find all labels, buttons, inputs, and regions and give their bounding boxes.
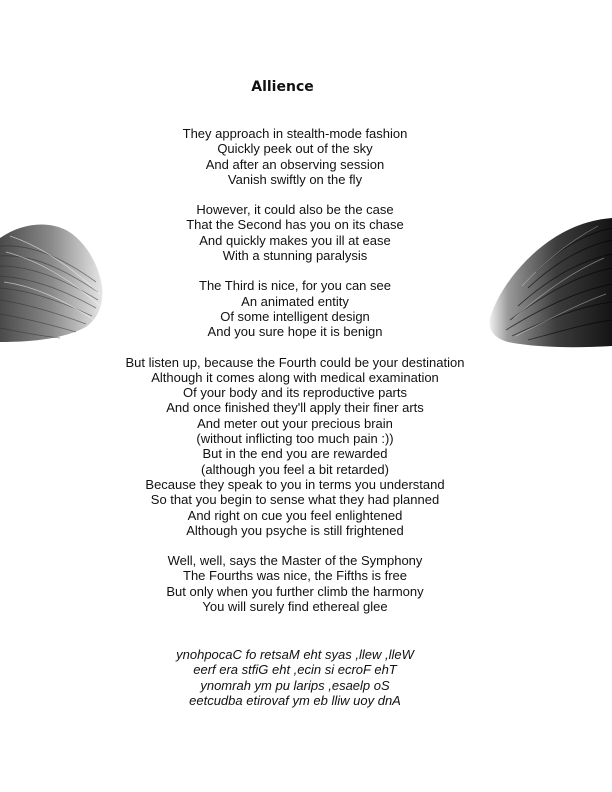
poem-line: Although it comes along with medical examination	[151, 369, 439, 385]
poem-line: And right on cue you feel enlightened	[187, 507, 403, 523]
poem-line: However, it could also be the case	[196, 202, 394, 218]
mirrored-stanza	[0, 647, 590, 708]
poem-line: Well, well, says the Master of the Symphony	[167, 553, 423, 569]
poem-line: You will surely find ethereal glee	[202, 599, 388, 615]
poem-line: Vanish swiftly on the fly	[227, 171, 363, 187]
stanza	[0, 278, 590, 339]
stanza	[0, 202, 590, 263]
poem-line: The Fourths was nice, the Fifths is free	[183, 568, 407, 584]
stanza	[0, 355, 590, 539]
poem-line: They approach in stealth-mode fashion	[182, 126, 408, 141]
mirrored-line: ynohpocaC fo retsaM eht syas ,llew ,lleW	[176, 647, 414, 662]
page-title: Allience	[251, 79, 314, 95]
poem-line: The Third is nice, for you can see	[199, 278, 391, 294]
poem-line: Of your body and its reproductive parts	[182, 385, 407, 401]
poem-line: An animated entity	[241, 293, 349, 309]
poem-line: (although you feel a bit retarded)	[201, 461, 389, 477]
mirrored-line: eetcudba etirovaf ym eb lliw uoy dnA	[189, 692, 401, 708]
stanza	[0, 553, 590, 614]
poem-line: But listen up, because the Fourth could be your destination	[125, 354, 465, 370]
poem-line: But only when you further climb the harmony	[166, 583, 424, 599]
stanza	[0, 126, 590, 187]
poem-line: Quickly peek out of the sky	[217, 141, 373, 157]
poem-line: And meter out your precious brain	[197, 415, 393, 431]
poem-line: (without inflicting too much pain :))	[196, 431, 394, 447]
poem-line: Because they speak to you in terms you understand	[145, 476, 445, 492]
poem-line: With a stunning paralysis	[222, 248, 368, 264]
mirrored-line: ynomrah ym pu larips ,esaelp oS	[200, 677, 390, 693]
poem-line: Of some intelligent design	[220, 308, 370, 324]
poem-line: But in the end you are rewarded	[202, 446, 388, 462]
poem-body	[0, 126, 590, 629]
mirrored-line: eerf era stfiG eht ,ecin si ecroF ehT	[193, 662, 397, 678]
poem-line: And once finished they'll apply their finer arts	[166, 400, 424, 416]
poem-line: And after an observing session	[205, 156, 385, 172]
poem-line: That the Second has you on its chase	[186, 217, 404, 233]
poem-line: And quickly makes you ill at ease	[199, 232, 391, 248]
poem-line: Although you psyche is still frightened	[186, 522, 404, 538]
poem-line: So that you begin to sense what they had planned	[150, 492, 440, 508]
poem-line: And you sure hope it is benign	[207, 324, 383, 340]
